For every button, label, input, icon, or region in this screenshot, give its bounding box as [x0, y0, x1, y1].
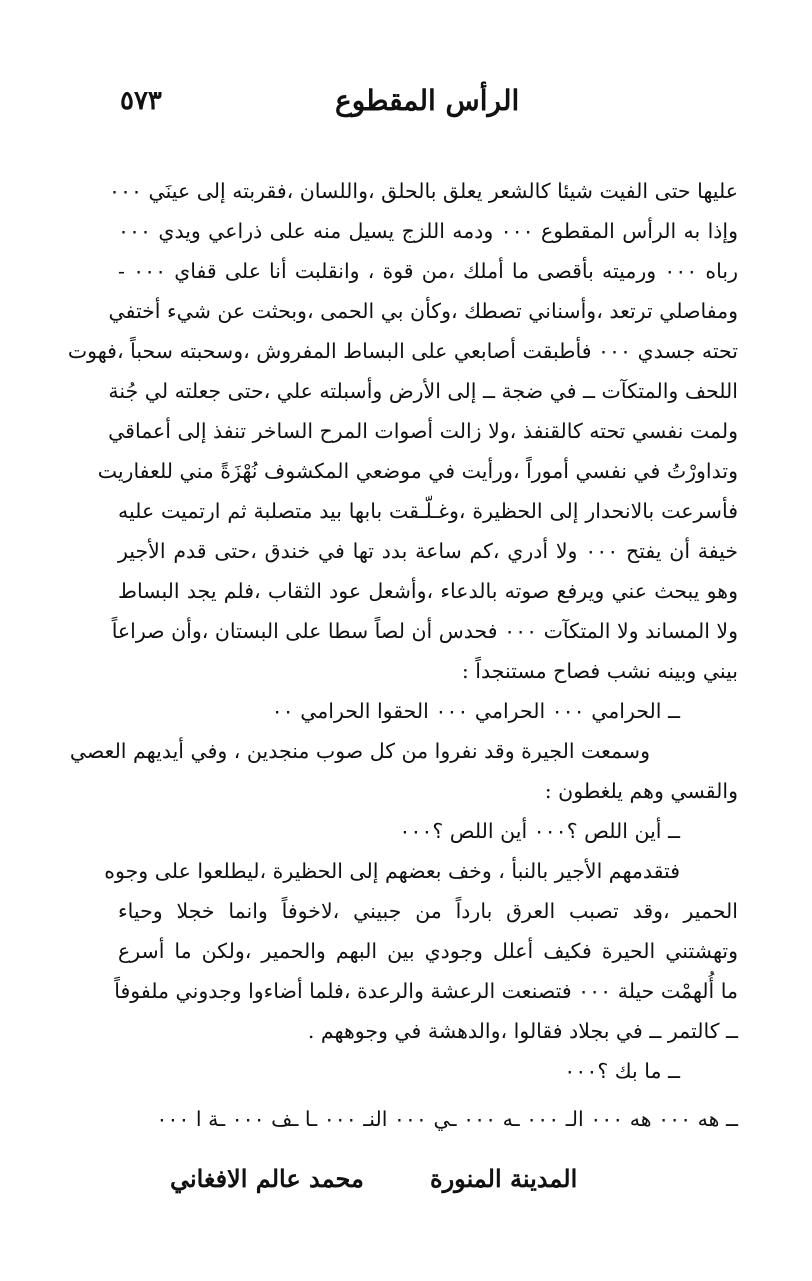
text-line: وتهشتني الحيرة فكيف أعلل وجودي بين البهم والحمير ،ولكن ما أسرع: [118, 939, 738, 963]
text-line: وإذا به الرأس المقطوع ٠٠٠ ودمه اللزج يسيل منه على ذراعي ويدي ٠٠٠: [118, 219, 738, 243]
dialogue-line: ــ هه ٠٠٠ هه ٠٠٠ الـ ٠٠٠ ـه ٠٠٠ ـي ٠٠٠ النـ ٠٠٠ ـا ـف ٠٠٠ ـة ا ٠٠٠: [156, 1107, 738, 1131]
text-line: ما أُلهمْت حيلة ٠٠٠ فتصنعت الرعشة والرعدة ،فلما أضاءوا وجدوني ملفوفاً: [114, 979, 738, 1003]
text-line: والقسي وهم يلغطون :: [544, 779, 738, 803]
text-line: عليها حتى الفيت شيئا كالشعر يعلق بالحلق ،واللسان ،فقربته إلى عينَي ٠٠٠: [108, 179, 738, 203]
text-line: فأسرعت بالانحدار إلى الحظيرة ،وغـلّـقت بابها بيد متصلبة ثم ارتميت عليه: [118, 499, 738, 523]
text-line: ولمت نفسي تحته كالقنفذ ،ولا زالت أصوات المرح الساخر تنفذ إلى أعماقي: [108, 419, 738, 443]
page-number: ٥٧٣: [120, 86, 162, 116]
text-line: خيفة أن يفتح ٠٠٠ ولا أدري ،كم ساعة بدد تها في خندق ،حتى قدم الأجير: [118, 539, 739, 563]
dialogue-line: ــ الحرامي ٠٠٠ الحرامي ٠٠٠ الحقوا الحرامي ٠٠: [271, 699, 680, 723]
story-text: [67, 158, 739, 1131]
signature-block: [170, 1164, 610, 1204]
dialogue-line: ــ أين اللص ؟٠٠٠ أين اللص ؟٠٠٠: [399, 819, 680, 843]
place-name: المدينة المنورة: [430, 1164, 578, 1193]
text-line: ــ كالتمر ــ في بجلاد فقالوا ،والدهشة في وجوههم .: [307, 1019, 738, 1043]
running-title: الرأس المقطوع: [335, 84, 520, 117]
text-line: تحته جسدي ٠٠٠ فأطبقت أصابعي على البساط المفروش ،وسحبته سحباً ،فهوت: [67, 339, 738, 363]
text-line: بيني وبينه نشب فصاح مستنجداً :: [461, 659, 738, 683]
text-line: وهو يبحث عني ويرفع صوته بالدعاء ،وأشعل عود الثقاب ،فلم يجد البساط: [118, 579, 738, 603]
text-line: اللحف والمتكآت ــ في ضجة ــ إلى الأرض وأسبلته علي ،حتى جعلته لي جُنة: [108, 379, 738, 403]
text-line: وتداورْتُ في نفسي أموراً ،ورأيت في موضعي المكشوف نُهْزَةً مني للعفاريت: [97, 459, 738, 483]
page-header: [120, 82, 720, 122]
author-name: محمد عالم الافغاني: [170, 1164, 364, 1193]
text-line: فتقدمهم الأجير بالنبأ ، وخف بعضهم إلى الحظيرة ،ليطلعوا على وجوه: [104, 859, 680, 883]
text-line: ولا المساند ولا المتكآت ٠٠٠ فحدس أن لصاً سطا على البستان ،وأن صراعاً: [111, 619, 738, 643]
dialogue-line: ــ ما بك ؟٠٠٠: [564, 1059, 680, 1083]
text-line: الحمير ،وقد تصبب العرق بارداً من جبيني ،لاخوفاً وانما خجلا وحياء: [118, 899, 738, 923]
text-line: رباه ٠٠٠ ورميته بأقصى ما أملك ،من قوة ، وانقلبت أنا على قفاي ٠٠٠ -: [118, 259, 739, 283]
text-line: وسمعت الجيرة وقد نفروا من كل صوب منجدين ، وفي أيديهم العصي: [69, 739, 650, 763]
text-line: ومفاصلي ترتعد ،وأسناني تصطك ،وكأن بي الحمى ،وبحثت عن شيء أختفي: [108, 299, 738, 323]
